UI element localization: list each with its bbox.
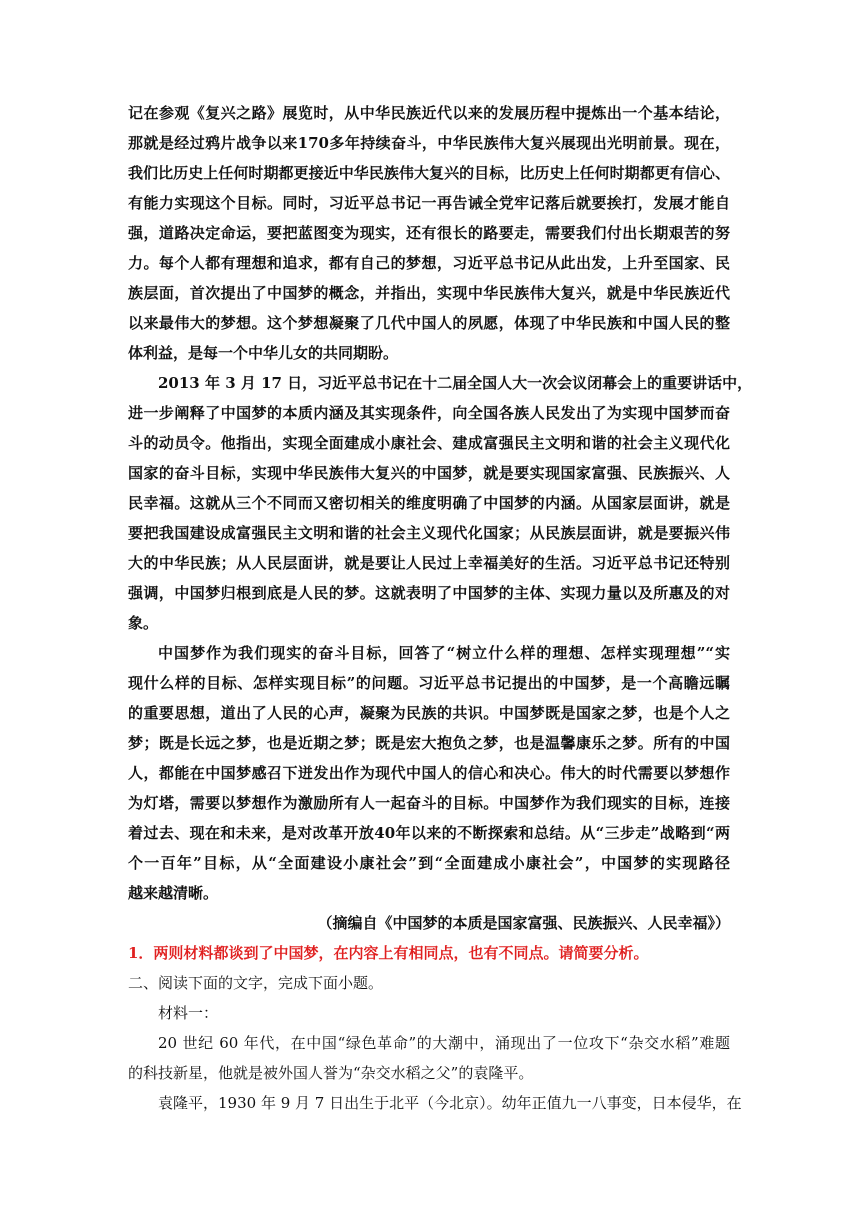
text-line: 2013 年 3 月 17 日，习近平总书记在十二届全国人大一次会议闭幕会上的重要讲话中， [158, 374, 753, 392]
text-line: 民幸福。这就从三个不同而又密切相关的维度明确了中国梦的内涵。从国家层面讲，就是 [128, 494, 730, 512]
text-line: 以来最伟大的梦想。这个梦想凝聚了几代中国人的夙愿，体现了中华民族和中国人民的整 [128, 314, 730, 332]
text-line: 强，道路决定命运，要把蓝图变为现实，还有很长的路要走，需要我们付出长期艰苦的努 [128, 224, 730, 242]
paragraph-passage-one [128, 98, 730, 368]
text-line: 为灯塔，需要以梦想作为激励所有人一起奋斗的目标。中国梦作为我们现实的目标，连接 [128, 794, 730, 812]
text-line: 现什么样的目标、怎样实现目标”的问题。习近平总书记提出的中国梦，是一个高瞻远瞩 [128, 674, 730, 692]
text-line: 越来越清晰。 [128, 884, 219, 902]
text-line: 记在参观《复兴之路》展览时，从中华民族近代以来的发展历程中提炼出一个基本结论， [128, 104, 730, 122]
paragraph-material-one [128, 1028, 730, 1088]
document-page [128, 98, 753, 1118]
text-line: 要把我国建设成富强民主文明和谐的社会主义现代化国家；从民族层面讲，就是要振兴伟 [128, 524, 730, 542]
text-line: 20 世纪 60 年代，在中国“绿色革命”的大潮中，涌现出了一位攻下“杂交水稻”难题 [158, 1034, 730, 1052]
text-line: 梦；既是长远之梦，也是近期之梦；既是宏大抱负之梦，也是温馨康乐之梦。所有的中国 [128, 734, 730, 752]
text-line: 人，都能在中国梦感召下迸发出作为现代中国人的信心和决心。伟大的时代需要以梦想作 [128, 764, 730, 782]
section-2-heading: 二、阅读下面的文字，完成下面小题。 [128, 974, 384, 992]
text-line: 着过去、现在和未来，是对改革开放40年以来的不断探索和总结。从“三步走”战略到“两 [128, 824, 730, 842]
text-line: 国家的奋斗目标，实现中华民族伟大复兴的中国梦，就是要实现国家富强、民族振兴、人 [128, 464, 730, 482]
text-line: 进一步阐释了中国梦的本质内涵及其实现条件，向全国各族人民发出了为实现中国梦而奋 [128, 404, 730, 422]
text-line: 的重要思想，道出了人民的心声，凝聚为民族的共识。中国梦既是国家之梦，也是个人之 [128, 704, 730, 722]
text-line: 强调，中国梦归根到底是人民的梦。这就表明了中国梦的主体、实现力量以及所惠及的对 [128, 584, 730, 602]
paragraph-passage-three [128, 638, 730, 908]
text-line: 大的中华民族；从人民层面讲，就是要让人民过上幸福美好的生活。习近平总书记还特别 [128, 554, 730, 572]
material-1-label: 材料一： [158, 1004, 219, 1022]
text-line: 中国梦作为我们现实的奋斗目标，回答了“树立什么样的理想、怎样实现理想”“实 [158, 644, 730, 662]
text-line: 个一百年”目标，从“全面建设小康社会”到“全面建成小康社会”，中国梦的实现路径 [128, 854, 730, 872]
paragraph-passage-two [128, 368, 753, 638]
text-line: 有能力实现这个目标。同时，习近平总书记一再告诫全党牢记落后就要挨打，发展才能自 [128, 194, 730, 212]
text-line: 族层面，首次提出了中国梦的概念，并指出，实现中华民族伟大复兴，就是中华民族近代 [128, 284, 730, 302]
text-line: 体利益，是每一个中华儿女的共同期盼。 [128, 344, 399, 362]
text-line: 象。 [128, 614, 159, 632]
text-line: 的科技新星，他就是被外国人誉为“杂交水稻之父”的袁隆平。 [128, 1064, 534, 1082]
text-line: 斗的动员令。他指出，实现全面建成小康社会、建成富强民主文明和谐的社会主义现代化 [128, 434, 730, 452]
source-note: （摘编自《中国梦的本质是国家富强、民族振兴、人民幸福》） [317, 914, 730, 932]
question-1: 1．两则材料都谈到了中国梦，在内容上有相同点，也有不同点。请简要分析。 [128, 944, 649, 962]
text-line: 力。每个人都有理想和追求，都有自己的梦想，习近平总书记从此出发，上升至国家、民 [128, 254, 730, 272]
text-line: 袁隆平，1930 年 9 月 7 日出生于北平（今北京）。幼年正值九一八事变，日本侵华，在 [158, 1094, 742, 1112]
text-line: 我们比历史上任何时期都更接近中华民族伟大复兴的目标，比历史上任何时期都更有信心、 [128, 164, 730, 182]
text-line: 那就是经过鸦片战争以来170多年持续奋斗，中华民族伟大复兴展现出光明前景。现在， [128, 134, 730, 152]
